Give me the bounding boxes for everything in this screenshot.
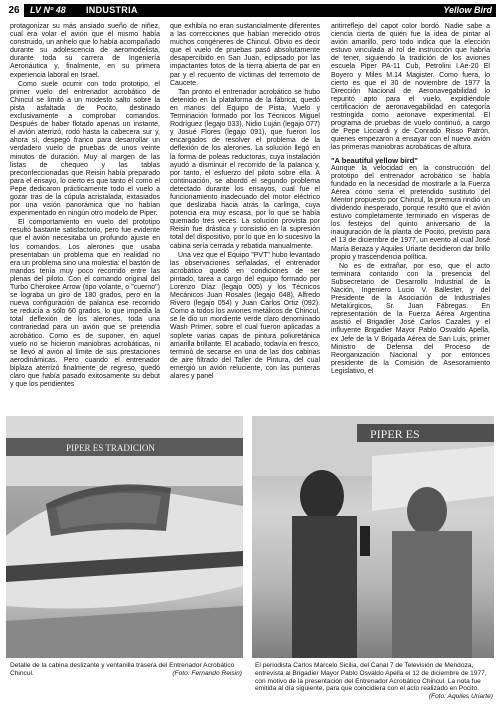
cockpit-photo-graphic xyxy=(6,416,243,658)
photo-caption-left xyxy=(10,662,242,678)
hangar-sign: PIPER ES xyxy=(370,427,420,441)
text-column-2 xyxy=(170,23,320,382)
paragraph: Una vez que el Equipo "PVT" hubo levantado las observaciones señaladas, el entrenador acrobático quedó en condiciones de ser pintado, tarea a cargo del equipo formado por Lorenzo Díaz (legajo 005) y los Técnicos Mecánicos Juan Rosales (legajo 048), Alfredo Rivero (legajo 054) y Juan Carlos Ortiz (092). Como a todos los aviones metálicos de Chincul, se le dio un mordiente verde claro denominado Wash Primer, sobre el cual fueron aplicadas a soplete varias capas de pintura poliuretánica amarilla brillante. El acabado, todavía en fresco, terminó de secarse en una de las dos cabinas de aire filtrado del Taller de Pintura, del cual emergió un avión reluciente, con las punteras alares y panel xyxy=(170,251,320,381)
paragraph: antirreflejo del capot color bordó. Nadie sabe a ciencia cierta de quién fue la idea de pintar al avión amarillo, pero todo indica que la elección estuvo vinculada al rol de instrucción que habría de tener, siguiendo la tradición de los aviones escuela Piper PA-11 Cub, Petrolini I.Ae-20 El Boyero y Miles M.14 Magister. Como fuera, lo cierto es que el 30 de noviembre de 1977 la Dirección Nacional de Aeronavegabilidad lo repuntó apto para el vuelo, expidiéndole certificación de aeronavegabilidad en categoría restringida como aeronave experimental. El programa de pruebas de vuelo continuó, a cargo de Pepe Licciardi y de Conrado Risso Patrón, quienes empezaron a ensayar con el nuevo avión las primeras maniobras acrobáticas de altura. xyxy=(331,23,490,152)
paragraph: Tan pronto el entrenador acrobático se hubo detenido en la plataforma de la fábrica, quedó en manos del Equipo de Pista, Vuelo y Terminación formado por los Técnicos Miguel Rodríguez (legajo 033), Nidio Luján (legajo 077) y Josué Flores (legajo 091), que fueron los encargados de resolver el problema de la deflexión de los alerones. La solución llegó en la forma de poleas reductoras, cuya instalación ayudó a disminuir el recorrido de la palanca y, por tanto, el esfuerzo del piloto sobre ella. A continuación, se abordó el segundo problema detectado durante los ensayos, cual fue el funcionamiento inadecuado del motor eléctrico que deslizaba hacia atrás la carlinga, cuya potencia era muy escasa, por lo que se había quemado tres veces. La solución provista por Reisin fue drástica y consistió en la supresión total del dispositivo, por lo que en lo sucesivo la cabina sería cerrada y rebatida manualmente. xyxy=(170,88,320,250)
paragraph: que exhibía no eran sustancialmente diferentes a las correcciones que habían merecido otros muchos congéneres de Chincul. Obvio es decir que el vuelo de pruebas pasó absolutamente desapercibido en San Juan, eclipsado por las impactantes fotos de la tierra abierta de par en par y el recuento de víctimas del terremoto de Caucete. xyxy=(170,23,320,87)
text-column-3 xyxy=(331,23,490,377)
page-header xyxy=(0,0,500,20)
interview-photo-graphic xyxy=(252,416,494,658)
caption-text: El periodista Carlos Marcelo Sicilia, del Canal 7 de Televisión de Mendoza, entrevista al Brigadier Mayor Pablo Osvaldo Apella el 12 de diciembre de 1977, con motivo de la presentación del Entrenador Acrobático Chincul. La nota fue emitida al día siguiente, para que coincidiera con el acto realizado en Pocito. xyxy=(255,662,487,693)
paragraph: protagonizar su más ansiado sueño de niñez, cual era volar el avión que él mismo había construido, un anhelo que lo había acompañado durante su adolescencia de aeromodelista, durante toda su carrera de Ingeniería Aeronáutica y, finalmente, en su primera experiencia laboral en Israel. xyxy=(10,23,160,79)
photo-credit: (Foto: Fernando Reisin) xyxy=(172,669,242,677)
paragraph: El comportamiento en vuelo del prototipo resultó bastante satisfactorio, pero fue evidente que el avión necesitaba un profundo ajuste en los comandos. Los alerones que usaba presentaban un problema que en realidad no era un problema sino una molestia: el bastón de mandos tenía muy poco recorrido entre las plenas del piloto. Con el comando original del Turbo Cherokee Arrow (tipo volante, o "cuerno") se lograba un giro de 180 grados, pero en la nueva configuración de palanca ese recorrido se reducía a sólo 60 grados, lo que impedía la total deflexión de los alerones, toda una contrariedad para un avión que se pretendía acrobático. Como es de suponer, en aquel vuelo no se hicieron maniobras acrobáticas, ni se llevó al avión al límite de sus prestaciones aerodinámicas. Pero cuando el entrenador biplaza aterrizó finalmente de regreso, quedó claro que había pasado exitosamente su debut y que los pendientes xyxy=(10,219,160,389)
issue-number: LV Nº 48 xyxy=(30,5,66,15)
hangar-sign: PIPER ES TRADICION xyxy=(66,443,155,453)
page-number: 26 xyxy=(4,4,24,17)
cockpit-photo xyxy=(6,416,243,658)
interview-photo xyxy=(252,416,494,658)
paragraph: Aunque la velocidad en la construcción del prototipo del entrenador acrobático se había fundado en la necesidad de mostrarle a la Fuerza Aérea cómo sería el pretendido sustituto del Mentor propuesto por Chincul, la premura rindió un dividendo inesperado, porque resultó que el avión estuvo completamente terminado en vísperas de los festejos del quinto aniversario de la inauguración de la planta de Pocito, previsto para el 13 de diciembre de 1977, un evento al cual José María Beraza y Aquiles Uriarte decidieron dar brillo propio y trascendencia política. xyxy=(331,164,490,261)
photo-credit: (Foto: Aquiles Uriarte) xyxy=(428,693,493,701)
section-subtitle: "A beautiful yellow bird" xyxy=(331,155,418,165)
photo-caption-right xyxy=(255,662,493,701)
paragraph: Como suele ocurrir con todo prototipo, el primer vuelo del entrenador acrobático de Chincul se limitó a un modesto salto sobre la pista asfaltada de Pocito, destinado exclusivamente a comprobar comandos. Después de haber flotado apenas un instante, el avión aterrizó, rodó hasta la cabecera sur y, ahora sí, despegó franco para desarrollar un verdadero vuelo de pruebas de unos veinte minutos de duración. Muy al margen de las listas de chequeo y las tablas preconfeccionadas que Reisin había preparado para el ensayo, lo cierto es que tanto él como el Pepe dedicaron prácticamente todo el vuelo a gozar tras de la cúpula acristalada, extasiados por una visión panorámica que no habían experimentado en ningún otro modelo de Piper. xyxy=(10,80,160,218)
section-title: INDUSTRIA xyxy=(86,5,138,15)
caption-text: Detalle de la cabina deslizante y ventanilla trasera del Entrenador Acrobático Chincul. xyxy=(10,662,235,677)
article-brand: Yellow Bird xyxy=(443,5,492,15)
paragraph: No es de extrañar, por eso, que el acto terminara contando con la presencia del Subsecretario de Desarrollo Industrial de la Nación, Ingeniero Lucio V. Ballester, y del Presidente de la Asociación de Industriales Metalúrgicos, Sr. Juan Fábregas. En representación de la Fuerza Aérea Argentina asistió el Brigadier José Carlos Cazales y el influyente Brigadier Mayor Pablo Osvaldo Apella, ex Jefe de la V Brigada Aérea de San Luis, primer Ministro de Defensa del Proceso de Reorganización Nacional y por entonces presidente de la Comisión de Asesoramiento Legislativo, el xyxy=(331,262,490,375)
text-column-1 xyxy=(10,23,160,390)
